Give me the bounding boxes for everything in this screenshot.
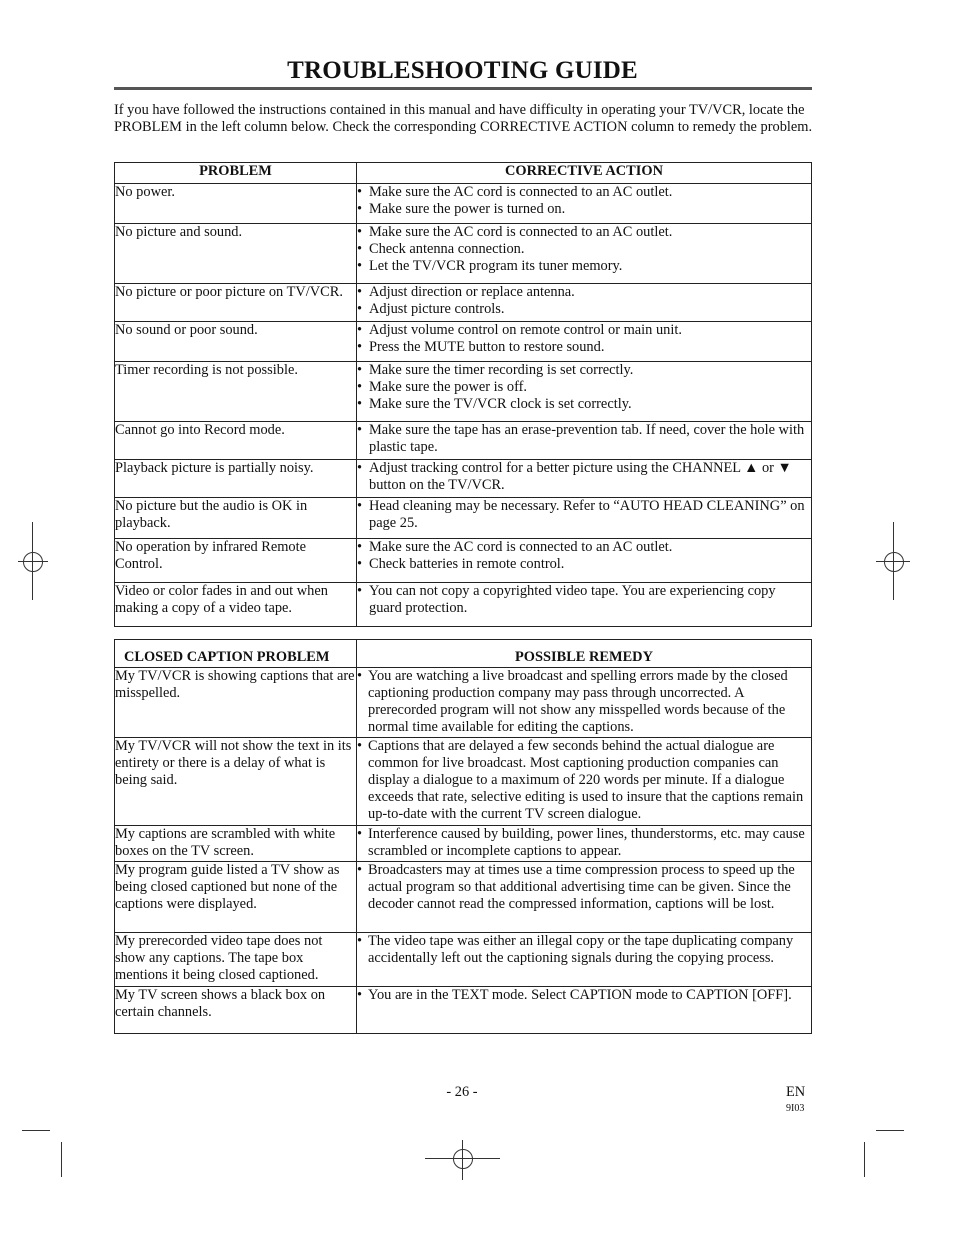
action-list (357, 422, 811, 456)
action-item: • Let the TV/VCR program its tuner memory. (357, 258, 811, 275)
action-item: • You are in the TEXT mode. Select CAPTION mode to CAPTION [OFF]. (357, 987, 811, 1004)
action-cell (357, 583, 812, 627)
table-row (115, 422, 812, 460)
problem-cell: Playback picture is partially noisy. (115, 460, 357, 498)
registration-mark-bottom (453, 1149, 473, 1169)
table-row (115, 184, 812, 224)
table-row (115, 738, 812, 826)
action-item: • Check antenna connection. (357, 241, 811, 258)
page-number: - 26 - (446, 1084, 478, 1100)
table-row (115, 460, 812, 498)
troubleshooting-table-body (115, 184, 812, 627)
problem-cell: Timer recording is not possible. (115, 362, 357, 422)
action-list (357, 933, 811, 967)
table-row (115, 933, 812, 987)
action-item: • You can not copy a copyrighted video tape. You are experiencing copy guard protection. (357, 583, 811, 617)
action-item: • Adjust volume control on remote control or main unit. (357, 322, 811, 339)
table-row (115, 987, 812, 1034)
action-item: • Adjust direction or replace antenna. (357, 284, 811, 301)
action-cell (357, 498, 812, 539)
action-item: • Make sure the AC cord is connected to an AC outlet. (357, 184, 811, 201)
action-list (357, 224, 811, 275)
table-row (115, 362, 812, 422)
problem-cell: No operation by infrared Remote Control. (115, 539, 357, 583)
table-row (115, 668, 812, 738)
problem-cell: No power. (115, 184, 357, 224)
action-list (357, 498, 811, 532)
action-item: • Press the MUTE button to restore sound. (357, 339, 811, 356)
action-list (357, 539, 811, 573)
action-cell (357, 422, 812, 460)
registration-mark-left (23, 552, 43, 572)
action-list (357, 322, 811, 356)
action-list (357, 826, 811, 860)
document-code: 9I03 (786, 1103, 805, 1114)
closed-caption-table-body (115, 668, 812, 1034)
problem-cell: My TV/VCR will not show the text in its entirety or there is a delay of what is being said. (115, 738, 357, 826)
action-list (357, 362, 811, 413)
action-item: • You are watching a live broadcast and spelling errors made by the closed captioning production company may pass through uncorrected. A prerecorded program will not show any misspelled words because of the normal time available for editing the captions. (357, 668, 811, 736)
action-item: • Interference caused by building, power lines, thunderstorms, etc. may cause scrambled or incomplete captions to appear. (357, 826, 811, 860)
action-cell (357, 987, 812, 1034)
action-cell (357, 224, 812, 284)
action-cell (357, 322, 812, 362)
action-list (357, 583, 811, 617)
problem-cell: No picture but the audio is OK in playback. (115, 498, 357, 539)
table-row (115, 583, 812, 627)
crop-mark (864, 1142, 865, 1177)
action-item: • The video tape was either an illegal copy or the tape duplicating company accidentally left out the captioning signals during the copying process. (357, 933, 811, 967)
action-item: • Adjust picture controls. (357, 301, 811, 318)
action-item: • Broadcasters may at times use a time compression process to speed up the actual program so that additional advertising time can be given. Since the decoder cannot read the compressed information, captions will be lost. (357, 862, 811, 913)
problem-cell: No picture or poor picture on TV/VCR. (115, 284, 357, 322)
action-item: • Head cleaning may be necessary. Refer to “AUTO HEAD CLEANING” on page 25. (357, 498, 811, 532)
table-row (115, 498, 812, 539)
action-item: • Make sure the power is off. (357, 379, 811, 396)
corrective-action-header: CORRECTIVE ACTION (357, 163, 812, 184)
table-row (115, 826, 812, 862)
page-title: TROUBLESHOOTING GUIDE (287, 57, 638, 84)
registration-mark-right (884, 552, 904, 572)
closed-caption-table (114, 639, 812, 1034)
action-cell (357, 539, 812, 583)
problem-cell: Cannot go into Record mode. (115, 422, 357, 460)
title-rule (114, 87, 812, 90)
action-cell (357, 184, 812, 224)
action-item: • Make sure the power is turned on. (357, 201, 811, 218)
action-cell (357, 826, 812, 862)
crop-mark (876, 1130, 904, 1131)
possible-remedy-header: POSSIBLE REMEDY (357, 640, 812, 668)
action-item: • Adjust tracking control for a better picture using the CHANNEL ▲ or ▼ button on the TV/VCR. (357, 460, 811, 494)
problem-cell: My prerecorded video tape does not show any captions. The tape box mentions it being closed captioned. (115, 933, 357, 987)
action-list (357, 738, 811, 823)
action-item: • Make sure the AC cord is connected to an AC outlet. (357, 539, 811, 556)
action-item: • Make sure the TV/VCR clock is set correctly. (357, 396, 811, 413)
troubleshooting-table (114, 162, 812, 627)
problem-cell: Video or color fades in and out when making a copy of a video tape. (115, 583, 357, 627)
action-cell (357, 738, 812, 826)
problem-cell: My program guide listed a TV show as being closed captioned but none of the captions were displayed. (115, 862, 357, 933)
intro-paragraph: If you have followed the instructions contained in this manual and have difficulty in operating your TV/VCR, locate the PROBLEM in the left column below. Check the corresponding CORRECTIVE ACTION column to remedy the problem. (114, 102, 813, 135)
action-list (357, 284, 811, 318)
action-list (357, 862, 811, 913)
action-list (357, 668, 811, 736)
action-cell (357, 862, 812, 933)
table-row (115, 224, 812, 284)
action-cell (357, 668, 812, 738)
closed-caption-problem-header: CLOSED CAPTION PROBLEM (115, 640, 357, 668)
language-code: EN (786, 1084, 806, 1100)
table-row (115, 862, 812, 933)
action-item: • Make sure the tape has an erase-prevention tab. If need, cover the hole with plastic tape. (357, 422, 811, 456)
crop-mark (61, 1142, 62, 1177)
table-row (115, 322, 812, 362)
problem-cell: No picture and sound. (115, 224, 357, 284)
action-list (357, 184, 811, 218)
problem-header: PROBLEM (115, 163, 357, 184)
action-item: • Check batteries in remote control. (357, 556, 811, 573)
crop-mark (22, 1130, 50, 1131)
action-list (357, 987, 811, 1004)
action-cell (357, 284, 812, 322)
problem-cell: My captions are scrambled with white boxes on the TV screen. (115, 826, 357, 862)
action-item: • Captions that are delayed a few seconds behind the actual dialogue are common for live broadcast. Most captioning production companies can display a dialogue to a maximum of 220 words per minute. If a dialogue exceeds that rate, selective editing is used to insure that the captions remain up-to-date with the current TV screen dialogue. (357, 738, 811, 823)
action-cell (357, 362, 812, 422)
table-row (115, 284, 812, 322)
action-item: • Make sure the AC cord is connected to an AC outlet. (357, 224, 811, 241)
problem-cell: My TV/VCR is showing captions that are misspelled. (115, 668, 357, 738)
action-cell (357, 460, 812, 498)
problem-cell: No sound or poor sound. (115, 322, 357, 362)
action-list (357, 460, 811, 494)
table-row (115, 539, 812, 583)
problem-cell: My TV screen shows a black box on certain channels. (115, 987, 357, 1034)
action-item: • Make sure the timer recording is set correctly. (357, 362, 811, 379)
action-cell (357, 933, 812, 987)
